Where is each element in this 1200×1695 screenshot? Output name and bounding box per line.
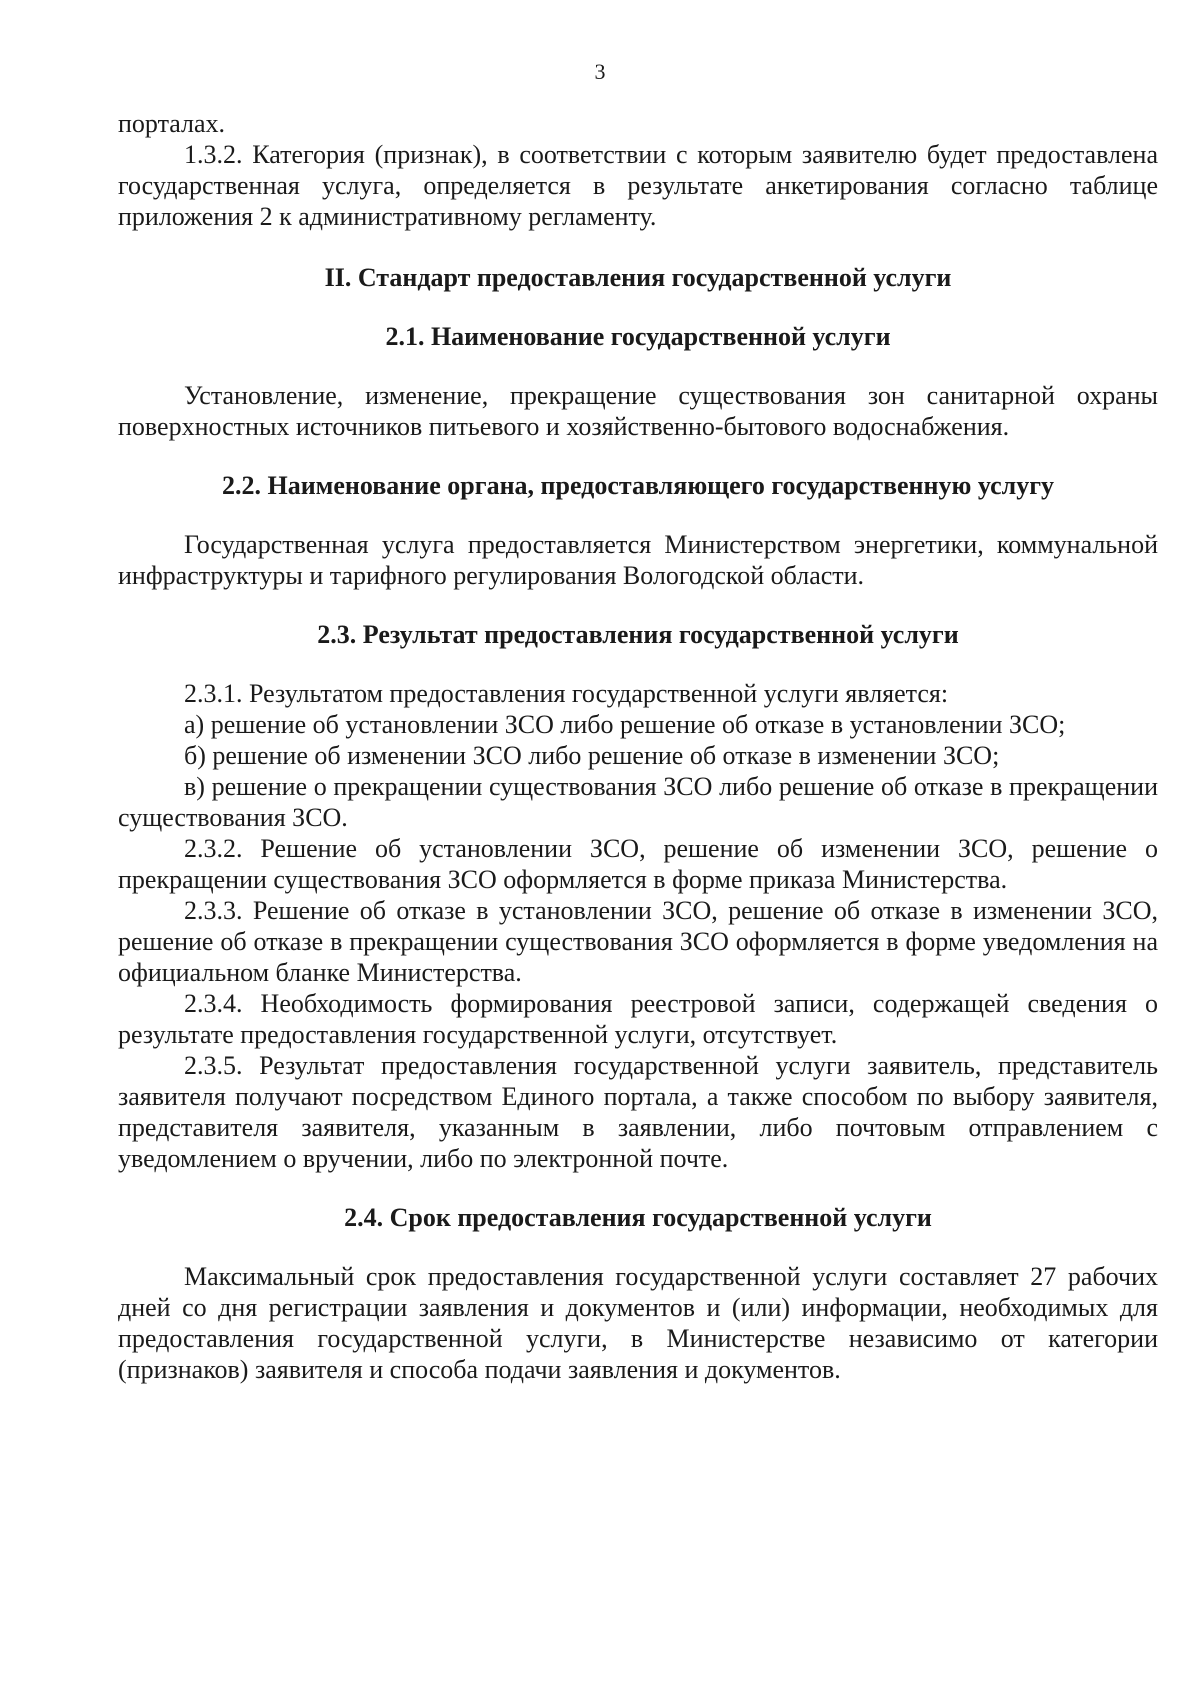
heading-2-1: 2.1. Наименование государственной услуги <box>385 322 891 351</box>
item-2-3-1-b: б) решение об изменении ЗСО либо решение об отказе в изменении ЗСО; <box>184 741 1000 770</box>
text-2-2: Государственная услуга предоставляется Министерством энергетики, коммунальной инфраструктуры и тарифного регулирования Вологодской области. <box>118 530 1158 590</box>
paragraph-2-3-5: 2.3.5. Результат предоставления государственной услуги заявитель, представитель заявителя получают посредством Единого портала, а также способом по выбору заявителя, представителя заявителя, указанным в заявлении, либо почтовым отправлением с уведомлением о вручении, либо по электронной почте. <box>118 1051 1158 1173</box>
continuation-text: порталах. <box>118 109 226 138</box>
heading-2-3: 2.3. Результат предоставления государственной услуги <box>317 620 959 649</box>
paragraph-2-3-3: 2.3.3. Решение об отказе в установлении ЗСО, решение об отказе в изменении ЗСО, решение об отказе в прекращении существования ЗСО оформляется в форме уведомления на официальном бланке Министерства. <box>118 896 1158 987</box>
heading-2-4: 2.4. Срок предоставления государственной услуги <box>344 1203 932 1232</box>
text-2-4: Максимальный срок предоставления государственной услуги составляет 27 рабочих дней со дня регистрации заявления и документов и (или) информации, необходимых для предоставления государственной услуги, в Министерстве независимо от категории (признаков) заявителя и способа подачи заявления и документов. <box>118 1262 1158 1384</box>
section-heading-ii: II. Стандарт предоставления государственной услуги <box>324 263 952 292</box>
document-page <box>118 60 1158 1385</box>
text-2-1: Установление, изменение, прекращение существования зон санитарной охраны поверхностных источников питьевого и хозяйственно-бытового водоснабжения. <box>118 381 1158 441</box>
item-2-3-1-c: в) решение о прекращении существования ЗСО либо решение об отказе в прекращении существования ЗСО. <box>118 772 1158 832</box>
paragraph-2-3-4: 2.3.4. Необходимость формирования реестровой записи, содержащей сведения о результате предоставления государственной услуги, отсутствует. <box>118 989 1158 1049</box>
heading-2-2: 2.2. Наименование органа, предоставляющего государственную услугу <box>221 471 1055 500</box>
paragraph-2-3-2: 2.3.2. Решение об установлении ЗСО, решение об изменении ЗСО, решение о прекращении существования ЗСО оформляется в форме приказа Министерства. <box>118 834 1158 894</box>
paragraph-1-3-2: 1.3.2. Категория (признак), в соответствии с которым заявителю будет предоставлена государственная услуга, определяется в результате анкетирования согласно таблице приложения 2 к административному регламенту. <box>118 140 1158 231</box>
item-2-3-1-a: а) решение об установлении ЗСО либо решение об отказе в установлении ЗСО; <box>184 710 1066 739</box>
paragraph-2-3-1: 2.3.1. Результатом предоставления государственной услуги является: <box>184 679 949 708</box>
page-number: 3 <box>594 59 606 84</box>
